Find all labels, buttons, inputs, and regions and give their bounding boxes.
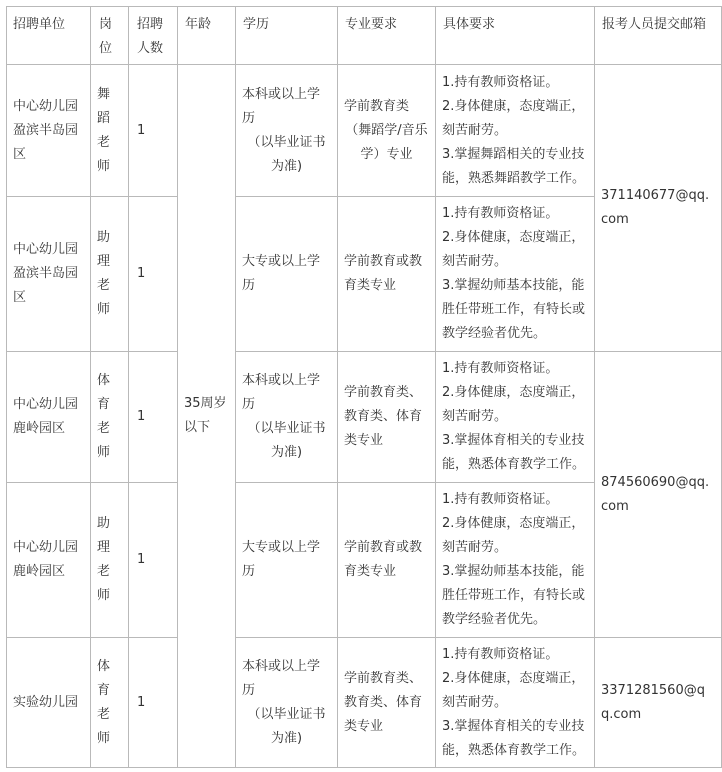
detail-cell — [436, 483, 595, 638]
major-line: 学前教育类、教育类、体育类专业 — [344, 385, 423, 448]
header-education: 学历 — [236, 7, 338, 65]
detail-line: 2.身体健康，态度端正，刻苦耐劳。 — [442, 385, 585, 424]
header-unit: 招聘单位 — [7, 7, 91, 65]
unit-cell: 中心幼儿园鹿岭园区 — [7, 352, 91, 483]
detail-line: 3.掌握体育相关的专业技能，熟悉体育教学工作。 — [442, 433, 586, 472]
education-cell — [236, 638, 338, 768]
table-row — [7, 352, 722, 483]
header-detail: 具体要求 — [436, 7, 595, 65]
education-cell — [236, 483, 338, 638]
detail-line: 2.身体健康，态度端正，刻苦耐劳。 — [442, 98, 585, 138]
post-cell: 体育老师 — [91, 352, 129, 483]
detail-cell — [436, 638, 595, 768]
education-line: 大专或以上学历 — [242, 254, 321, 293]
header-post: 岗位 — [91, 7, 129, 65]
detail-line: 2.身体健康，态度端正，刻苦耐劳。 — [442, 670, 585, 710]
table-row — [7, 638, 722, 768]
major-line: 学前教育类、教育类、体育类专业 — [344, 670, 423, 734]
education-line: 本科或以上学历 — [242, 658, 321, 698]
detail-line: 3.掌握幼师基本技能，能胜任带班工作，有特长或教学经验者优先。 — [442, 564, 586, 627]
email-cell: 371140677@qq.com — [595, 65, 722, 352]
detail-line: 2.身体健康，态度端正，刻苦耐劳。 — [442, 230, 585, 269]
post-cell: 助理老师 — [91, 197, 129, 352]
major-line: 学前教育类 — [344, 98, 410, 114]
education-note: （以毕业证书为准) — [247, 421, 326, 460]
education-line: 大专或以上学历 — [242, 540, 321, 579]
age-cell: 35周岁以下 — [178, 65, 236, 768]
education-note: （以毕业证书为准) — [247, 134, 326, 174]
education-cell — [236, 352, 338, 483]
count-cell: 1 — [129, 352, 178, 483]
education-note: （以毕业证书为准) — [247, 706, 326, 746]
detail-cell — [436, 65, 595, 197]
unit-cell: 中心幼儿园盈滨半岛园区 — [7, 65, 91, 197]
education-line: 本科或以上学历 — [242, 373, 321, 412]
count-cell: 1 — [129, 197, 178, 352]
education-line: 本科或以上学历 — [242, 86, 321, 126]
detail-line: 1.持有教师资格证。 — [442, 492, 559, 507]
education-cell — [236, 197, 338, 352]
header-age: 年龄 — [178, 7, 236, 65]
detail-line: 3.掌握舞蹈相关的专业技能，熟悉舞蹈教学工作。 — [442, 146, 586, 186]
post-cell: 助理老师 — [91, 483, 129, 638]
major-cell — [338, 483, 436, 638]
detail-cell — [436, 197, 595, 352]
header-major: 专业要求 — [338, 7, 436, 65]
email-cell: 874560690@qq.com — [595, 352, 722, 638]
detail-line: 1.持有教师资格证。 — [442, 206, 559, 221]
email-cell: 3371281560@qq.com — [595, 638, 722, 768]
unit-cell: 实验幼儿园 — [7, 638, 91, 768]
header-email: 报考人员提交邮箱 — [595, 7, 722, 65]
major-cell — [338, 65, 436, 197]
unit-cell: 中心幼儿园鹿岭园区 — [7, 483, 91, 638]
major-line: 学前教育或教育类专业 — [344, 254, 423, 293]
count-cell: 1 — [129, 483, 178, 638]
count-cell: 1 — [129, 638, 178, 768]
table-header-row — [7, 7, 722, 65]
major-cell — [338, 352, 436, 483]
detail-line: 3.掌握幼师基本技能，能胜任带班工作，有特长或教学经验者优先。 — [442, 278, 586, 341]
detail-line: 3.掌握体育相关的专业技能，熟悉体育教学工作。 — [442, 718, 586, 758]
header-count: 招聘人数 — [129, 7, 178, 65]
post-cell: 体育老师 — [91, 638, 129, 768]
unit-cell: 中心幼儿园盈滨半岛园区 — [7, 197, 91, 352]
detail-line: 1.持有教师资格证。 — [442, 361, 559, 376]
detail-line: 2.身体健康，态度端正，刻苦耐劳。 — [442, 516, 585, 555]
major-note: （舞蹈学/音乐学）专业 — [345, 122, 428, 162]
count-cell: 1 — [129, 65, 178, 197]
detail-line: 1.持有教师资格证。 — [442, 646, 559, 662]
education-cell — [236, 65, 338, 197]
major-cell — [338, 638, 436, 768]
detail-cell — [436, 352, 595, 483]
major-line: 学前教育或教育类专业 — [344, 540, 423, 579]
recruitment-table — [6, 6, 722, 768]
table-row — [7, 65, 722, 197]
detail-line: 1.持有教师资格证。 — [442, 74, 559, 90]
post-cell: 舞蹈老师 — [91, 65, 129, 197]
major-cell — [338, 197, 436, 352]
